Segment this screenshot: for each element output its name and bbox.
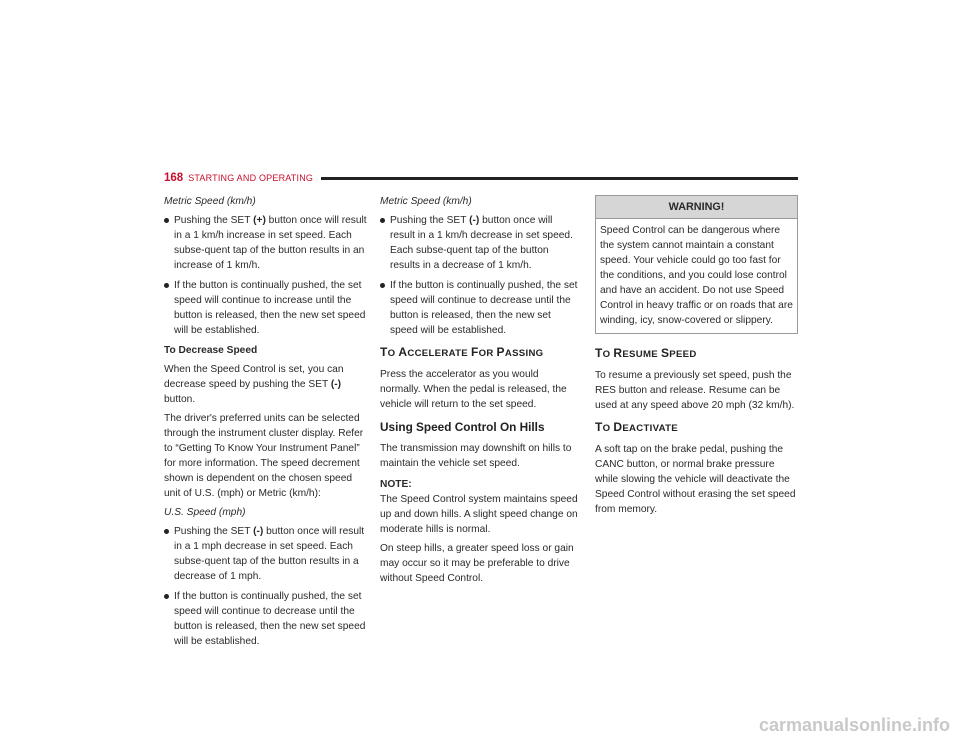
- us-speed-label: U.S. Speed (mph): [164, 507, 246, 518]
- deactivate-heading: TO DEACTIVATE: [595, 420, 678, 434]
- list-item: If the button is continually pushed, the set speed will continue to increase until the button is released, then the new set speed will be established.: [164, 278, 367, 338]
- column-right: [595, 194, 798, 521]
- list-item: If the button is continually pushed, the set speed will continue to decrease until the button is released, then the new set speed will be established.: [380, 278, 580, 338]
- us-decrease-list: [164, 524, 367, 649]
- decrease-paragraph: When the Speed Control is set, you can decrease speed by pushing the SET (-) button.: [164, 364, 344, 405]
- steep-hills-paragraph: On steep hills, a greater speed loss or gain may occur so it may be preferable to drive without Speed Control.: [380, 543, 574, 584]
- decrease-speed-heading: To Decrease Speed: [164, 345, 258, 356]
- header-rule: [321, 177, 798, 180]
- list-item: Pushing the SET (+) button once will result in a 1 km/h increase in set speed. Each subse-quent tap of the button results in an increase of 1 km/h.: [164, 213, 367, 273]
- hills-paragraph: The transmission may downshift on hills to maintain the vehicle set speed.: [380, 443, 572, 469]
- warning-title: WARNING!: [596, 196, 797, 219]
- warning-box: [595, 195, 798, 334]
- list-item: If the button is continually pushed, the set speed will continue to decrease until the button is released, then the new set speed will be established.: [164, 589, 367, 649]
- deactivate-paragraph: A soft tap on the brake pedal, pushing the CANC button, or normal brake pressure while slowing the vehicle will deactivate the Speed Control without erasing the set speed from memory.: [595, 444, 796, 515]
- page-number: 168: [164, 172, 184, 184]
- bullet-icon: [164, 218, 169, 223]
- units-paragraph: The driver's preferred units can be selected through the instrument cluster display. Refer to “Getting To Know Your Instrument Panel” for more information. The speed decrement shown is dependent on the chosen speed unit of U.S. (mph) or Metric (km/h):: [164, 413, 364, 499]
- bullet-icon: [164, 283, 169, 288]
- metric-speed-label: Metric Speed (km/h): [164, 196, 256, 207]
- warning-text: Speed Control can be dangerous where the system cannot maintain a constant speed. Your vehicle could go too fast for the conditions, and you could lose control and have an accident. Do not use Speed Control in heavy traffic or on roads that are winding, icy, snow-covered or slippery.: [600, 225, 793, 326]
- accelerate-paragraph: Press the accelerator as you would normally. When the pedal is released, the vehicle will return to the set speed.: [380, 369, 567, 410]
- list-item: Pushing the SET (-) button once will result in a 1 km/h decrease in set speed. Each subse-quent tap of the button results in a decrease of 1 km/h.: [380, 213, 580, 273]
- resume-speed-heading: TO RESUME SPEED: [595, 346, 697, 360]
- section-title: STARTING AND OPERATING: [188, 173, 314, 183]
- page-header: [164, 170, 798, 186]
- bullet-icon: [164, 594, 169, 599]
- metric-increase-list: [164, 213, 367, 338]
- column-left: [164, 194, 367, 654]
- bullet-icon: [380, 218, 385, 223]
- bullet-icon: [380, 283, 385, 288]
- note-paragraph: The Speed Control system maintains speed up and down hills. A slight speed change on moderate hills is normal.: [380, 494, 578, 535]
- metric-speed-label: Metric Speed (km/h): [380, 196, 472, 207]
- bullet-icon: [164, 529, 169, 534]
- note-label: NOTE:: [380, 479, 412, 490]
- metric-decrease-list: [380, 213, 580, 338]
- column-middle: [380, 194, 580, 590]
- hills-heading: Using Speed Control On Hills: [380, 420, 545, 434]
- list-item: Pushing the SET (-) button once will result in a 1 mph decrease in set speed. Each subse-quent tap of the button results in a decrease of 1 mph.: [164, 524, 367, 584]
- resume-paragraph: To resume a previously set speed, push the RES button and release. Resume can be used at any speed above 20 mph (32 km/h).: [595, 370, 795, 411]
- watermark: carmanualsonline.info: [758, 715, 950, 735]
- accelerate-for-passing-heading: TO ACCELERATE FOR PASSING: [380, 345, 544, 359]
